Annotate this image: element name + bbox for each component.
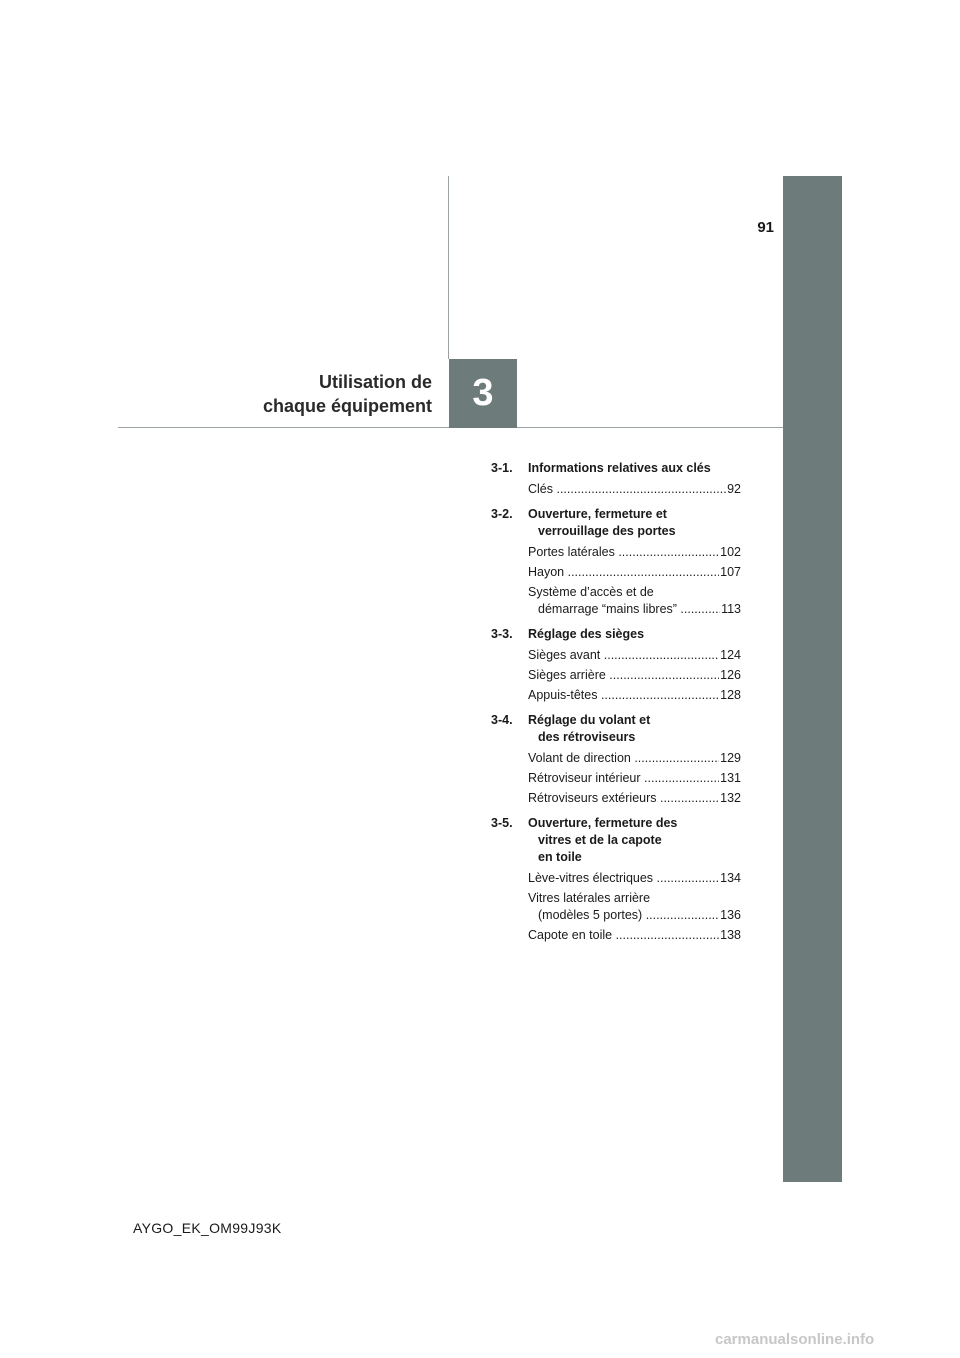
entry-title: Clés ..... bbox=[528, 481, 726, 498]
chapter-number: 3 bbox=[472, 372, 494, 414]
entry-title-line1: Vitres latérales arrière bbox=[528, 891, 651, 905]
chapter-title bbox=[190, 370, 432, 418]
entry-page: 102 bbox=[720, 545, 741, 559]
section-title-line: Ouverture, fermeture des bbox=[528, 816, 678, 830]
chapter-title-line1: Utilisation de bbox=[318, 372, 432, 392]
section-title bbox=[528, 712, 741, 746]
entry-page: 134 bbox=[720, 871, 741, 885]
toc-entry[interactable] bbox=[528, 584, 741, 618]
toc-entry[interactable] bbox=[528, 687, 741, 704]
entry-title-line2: démarrage “mains libres” ..... bbox=[538, 601, 720, 618]
section-title-line: Réglage du volant et bbox=[528, 713, 651, 727]
chapter-side-tab bbox=[783, 176, 842, 1182]
page-number: 91 bbox=[757, 219, 774, 236]
entry-title: Appuis-têtes ..... bbox=[528, 687, 719, 704]
entry-page: 107 bbox=[720, 565, 741, 579]
entry-title: Sièges avant ..... bbox=[528, 647, 719, 664]
section-number: 3-4. bbox=[491, 713, 513, 727]
toc-section-3-1[interactable] bbox=[491, 460, 741, 477]
entry-page: 138 bbox=[720, 928, 741, 942]
entry-page: 128 bbox=[720, 688, 741, 702]
entry-title: Hayon ..... bbox=[528, 564, 719, 581]
document-code: AYGO_EK_OM99J93K bbox=[133, 1220, 282, 1236]
entry-page: 132 bbox=[720, 791, 741, 805]
toc-entry[interactable] bbox=[528, 544, 741, 561]
section-number: 3-2. bbox=[491, 507, 513, 521]
entry-title: Rétroviseur intérieur ..... bbox=[528, 770, 719, 787]
entry-title: Capote en toile ..... bbox=[528, 927, 719, 944]
entry-page: 113 bbox=[721, 602, 741, 616]
entry-title: Sièges arrière ..... bbox=[528, 667, 719, 684]
section-title bbox=[528, 460, 741, 477]
section-title-line: verrouillage des portes bbox=[538, 524, 676, 538]
chapter-title-line2: chaque équipement bbox=[262, 396, 432, 416]
toc-entry[interactable] bbox=[528, 790, 741, 807]
entry-title: Rétroviseurs extérieurs ..... bbox=[528, 790, 719, 807]
watermark: carmanualsonline.info bbox=[715, 1331, 875, 1348]
toc-entry[interactable] bbox=[528, 890, 741, 924]
toc-section-3-4[interactable] bbox=[491, 712, 741, 746]
toc-section-3-2[interactable] bbox=[491, 506, 741, 540]
entry-page: 126 bbox=[720, 668, 741, 682]
chapter-number-box bbox=[449, 359, 517, 428]
toc-entry[interactable] bbox=[528, 750, 741, 767]
toc-entry[interactable] bbox=[528, 770, 741, 787]
toc-entry[interactable] bbox=[528, 870, 741, 887]
entry-title-line2: (modèles 5 portes) ..... bbox=[538, 907, 719, 924]
toc-entry[interactable] bbox=[528, 481, 741, 498]
section-title-line: vitres et de la capote bbox=[538, 833, 662, 847]
entry-title: Portes latérales ..... bbox=[528, 544, 719, 561]
toc-entry[interactable] bbox=[528, 647, 741, 664]
entry-page: 136 bbox=[720, 908, 741, 922]
section-title-line: Réglage des sièges bbox=[528, 627, 645, 641]
toc-entry[interactable] bbox=[528, 667, 741, 684]
entry-title-line1: Système d’accès et de bbox=[528, 585, 654, 599]
section-title-line: Informations relatives aux clés bbox=[528, 461, 711, 475]
entry-page: 131 bbox=[720, 771, 741, 785]
section-title-line: des rétroviseurs bbox=[538, 730, 636, 744]
toc-entry[interactable] bbox=[528, 564, 741, 581]
entry-page: 92 bbox=[727, 482, 741, 496]
section-number: 3-5. bbox=[491, 816, 513, 830]
table-of-contents bbox=[491, 460, 741, 947]
section-number: 3-1. bbox=[491, 461, 513, 475]
toc-section-3-3[interactable] bbox=[491, 626, 741, 643]
section-title bbox=[528, 815, 741, 866]
section-number: 3-3. bbox=[491, 627, 513, 641]
toc-entry[interactable] bbox=[528, 927, 741, 944]
section-title-line: Ouverture, fermeture et bbox=[528, 507, 667, 521]
vertical-rule bbox=[448, 176, 449, 359]
entry-title: Volant de direction ..... bbox=[528, 750, 719, 767]
entry-page: 129 bbox=[720, 751, 741, 765]
section-title-line: en toile bbox=[538, 850, 582, 864]
section-title bbox=[528, 506, 741, 540]
entry-title: Lève-vitres électriques ..... bbox=[528, 870, 719, 887]
entry-page: 124 bbox=[720, 648, 741, 662]
toc-section-3-5[interactable] bbox=[491, 815, 741, 866]
section-title bbox=[528, 626, 741, 643]
